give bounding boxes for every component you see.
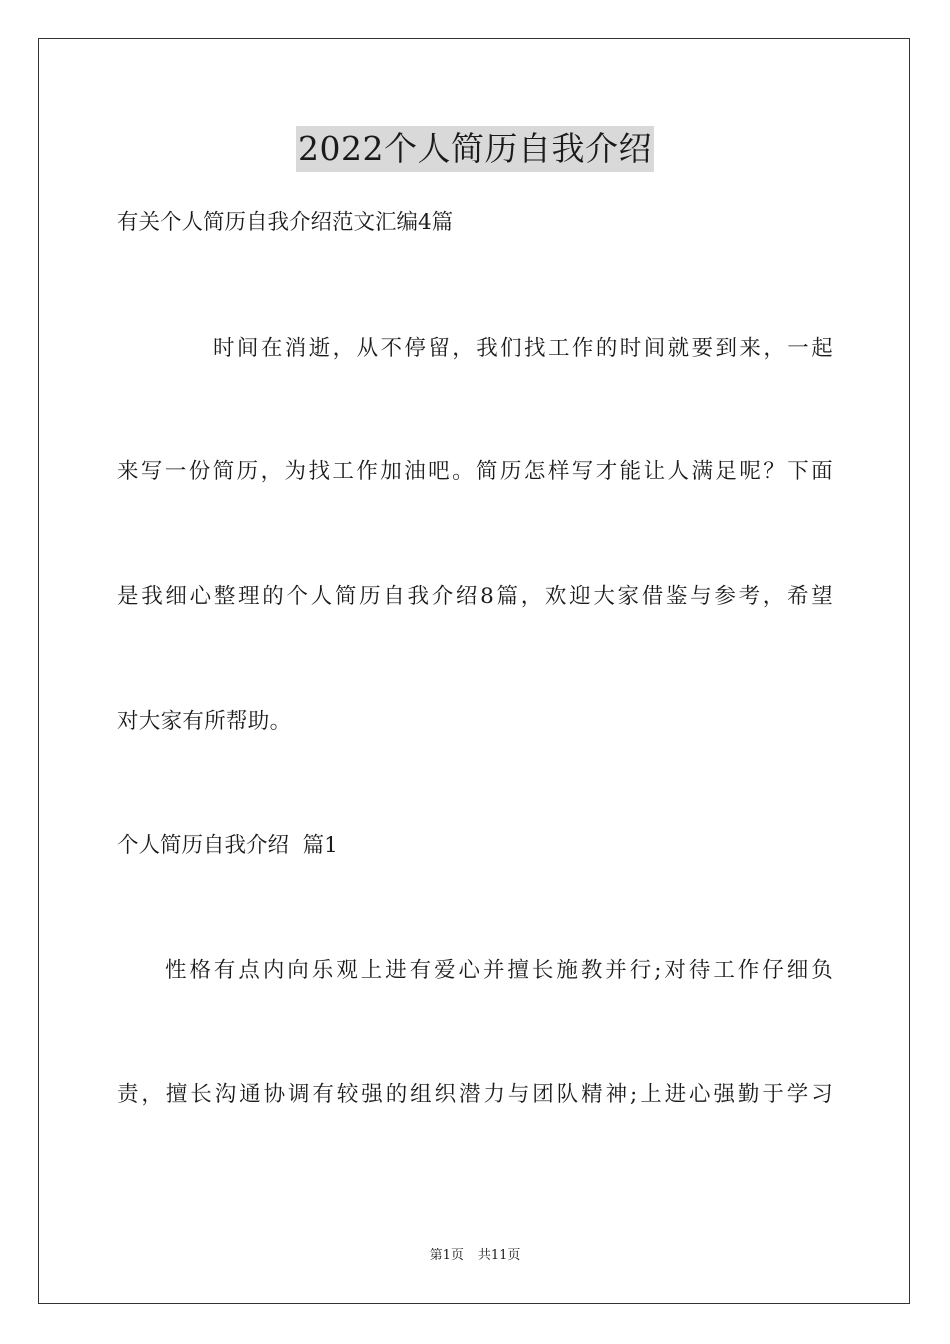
- section-line-2: 责，擅长沟通协调有较强的组织潜力与团队精神;上进心强勤于学习: [117, 1082, 833, 1107]
- document-title: 2022个人简历自我介绍: [296, 126, 654, 172]
- intro-line-2: 来写一份简历，为找工作加油吧。简历怎样写才能让人满足呢？下面: [117, 459, 833, 484]
- page-footer: [0, 1246, 950, 1266]
- document-subtitle: 有关个人简历自我介绍范文汇编4篇: [117, 210, 454, 235]
- page-number-current: 第1页: [429, 1248, 464, 1263]
- section-heading: 个人简历自我介绍 篇1: [117, 833, 338, 858]
- intro-line-4: 对大家有所帮助。: [117, 709, 292, 734]
- title-container: [0, 126, 950, 172]
- section-line-1: 性格有点内向乐观上进有爱心并擅长施教并行;对待工作仔细负: [165, 958, 833, 983]
- page-number-total: 共11页: [477, 1248, 521, 1263]
- intro-line-3: 是我细心整理的个人简历自我介绍8篇，欢迎大家借鉴与参考，希望: [117, 584, 833, 609]
- intro-line-1: 时间在消逝，从不停留，我们找工作的时间就要到来，一起: [213, 336, 833, 361]
